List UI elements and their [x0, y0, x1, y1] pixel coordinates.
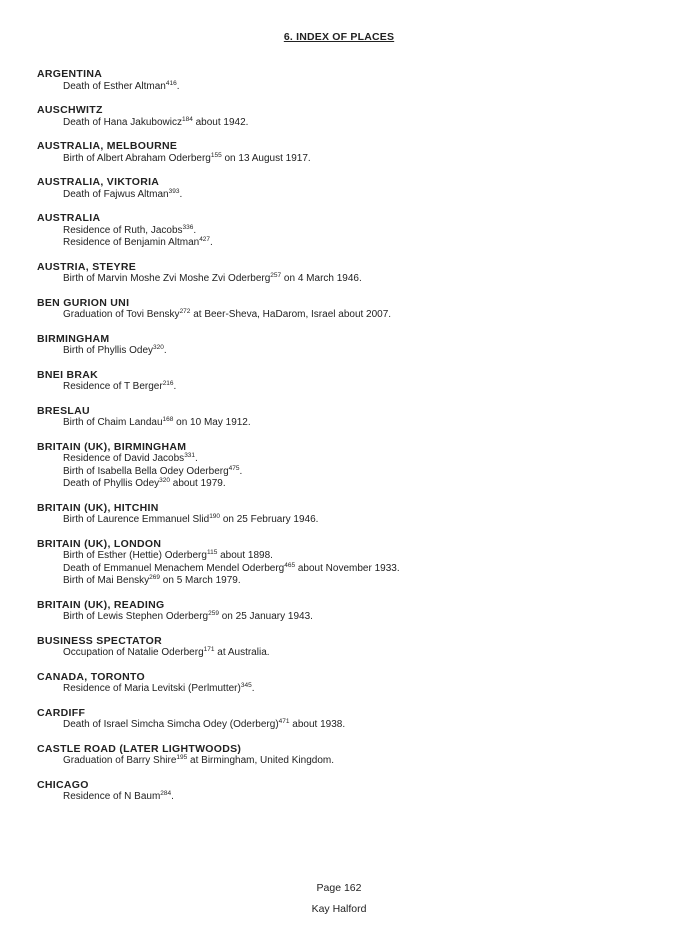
place-entry [37, 333, 657, 358]
place-event [37, 309, 657, 322]
event-detail: on 25 February 1946. [220, 514, 319, 525]
person-reference-number: 216 [162, 380, 174, 387]
place-event [37, 237, 657, 250]
person-reference-number: 475 [228, 464, 240, 472]
author-name: Kay Halford [311, 903, 367, 915]
event-text: Death of Emmanuel Menachem Mendel Oderberg [63, 562, 285, 574]
place-index-list [37, 68, 657, 815]
place-name: CASTLE ROAD (LATER LIGHTWOODS) [37, 742, 242, 755]
event-detail: about 1898. [217, 550, 273, 561]
place-name: CHICAGO [37, 778, 89, 791]
place-event [37, 453, 657, 466]
place-entry [37, 441, 657, 491]
event-detail: . [171, 791, 174, 802]
event-detail: on 10 May 1912. [173, 417, 251, 428]
place-event [37, 478, 657, 491]
event-detail: . [173, 381, 177, 392]
event-detail: at Birmingham, United Kingdom. [187, 755, 334, 766]
place-name: AUSCHWITZ [37, 104, 103, 116]
event-detail: . [195, 453, 198, 464]
person-reference-number: 168 [162, 416, 174, 423]
event-detail: on 5 March 1979. [160, 575, 241, 586]
event-detail: at Australia. [214, 647, 270, 658]
event-detail: . [251, 683, 255, 694]
place-entry [37, 599, 657, 624]
person-reference-number: 416 [165, 79, 177, 87]
place-event [37, 153, 657, 166]
event-text: Birth of Esther (Hettie) Oderberg [63, 550, 207, 561]
event-text: Death of Esther Altman [63, 80, 166, 92]
event-text: Residence of Maria Levitski (Perlmutter) [63, 683, 241, 694]
person-reference-number: 195 [176, 754, 188, 761]
place-event [37, 755, 657, 768]
person-reference-number: 320 [153, 344, 164, 351]
place-name: AUSTRIA, STEYRE [37, 260, 137, 273]
event-detail: about 1979. [170, 478, 226, 489]
place-event [37, 791, 657, 804]
page-title: 6. INDEX OF PLACES [283, 31, 395, 43]
place-name: BEN GURION UNI [37, 296, 130, 309]
person-reference-number: 471 [278, 718, 290, 725]
place-event [37, 611, 657, 624]
event-text: Residence of N Baum [63, 791, 161, 802]
person-reference-number: 331 [184, 452, 196, 459]
place-event [37, 647, 657, 660]
page-number: Page 162 [316, 882, 362, 894]
person-reference-number: 115 [206, 549, 218, 556]
person-reference-number: 155 [210, 151, 222, 159]
event-text: Death of Israel Simcha Simcha Odey (Oderberg) [63, 719, 279, 730]
place-event [37, 81, 657, 94]
person-reference-number: 393 [168, 187, 180, 195]
person-reference-number: 171 [203, 646, 215, 653]
event-detail: . [210, 237, 213, 248]
person-reference-number: 284 [160, 790, 172, 797]
event-text: Birth of Laurence Emmanuel Slid [63, 514, 210, 525]
place-name: BRITAIN (UK), READING [37, 598, 165, 611]
person-reference-number: 257 [270, 272, 282, 279]
event-detail: about 1942. [192, 116, 249, 128]
event-detail: . [239, 465, 243, 477]
place-event [37, 550, 657, 563]
event-text: Residence of T Berger [63, 381, 163, 392]
event-text: Occupation of Natalie Oderberg [63, 647, 204, 658]
place-event [37, 514, 657, 527]
event-detail: on 4 March 1946. [281, 273, 362, 284]
place-name: ARGENTINA [37, 68, 103, 80]
event-detail: at Beer-Sheva, HaDarom, Israel about 2007. [190, 309, 392, 320]
place-event [37, 563, 657, 576]
place-event [37, 345, 657, 358]
place-name: AUSTRALIA, MELBOURNE [37, 140, 178, 152]
person-reference-number: 184 [181, 115, 193, 123]
event-text: Birth of Albert Abraham Oderberg [63, 152, 211, 164]
person-reference-number: 427 [199, 236, 211, 243]
place-name: CANADA, TORONTO [37, 670, 145, 683]
place-entry [37, 176, 657, 201]
place-entry [37, 68, 657, 93]
person-reference-number: 269 [149, 574, 161, 581]
place-entry [37, 671, 657, 696]
event-text: Residence of David Jacobs [63, 453, 185, 464]
person-reference-number: 465 [284, 561, 296, 569]
place-name: BRITAIN (UK), BIRMINGHAM [37, 440, 187, 453]
event-detail: about November 1933. [295, 562, 400, 574]
event-text: Birth of Mai Bensky [63, 575, 150, 586]
person-reference-number: 272 [179, 308, 191, 315]
place-entry [37, 297, 657, 322]
place-entry [37, 538, 657, 588]
place-entry [37, 779, 657, 804]
event-text: Residence of Benjamin Altman [63, 237, 200, 248]
event-text: Death of Fajwus Altman [63, 188, 169, 200]
place-name: CARDIFF [37, 706, 86, 719]
place-event [37, 189, 657, 202]
event-text: Birth of Lewis Stephen Oderberg [63, 611, 209, 622]
event-detail: . [163, 345, 167, 356]
event-text: Birth of Chaim Landau [63, 417, 163, 428]
event-text: Death of Hana Jakubowicz [63, 116, 182, 128]
event-detail: on 13 August 1917. [221, 152, 311, 164]
event-detail: on 25 January 1943. [218, 611, 313, 622]
event-text: Birth of Isabella Bella Odey Oderberg [63, 465, 229, 477]
place-name: AUSTRALIA [37, 212, 101, 224]
place-entry [37, 212, 657, 250]
event-text: Residence of Ruth, Jacobs [63, 224, 183, 236]
place-event [37, 381, 657, 394]
person-reference-number: 320 [159, 477, 171, 484]
person-reference-number: 336 [182, 223, 194, 231]
place-entry [37, 743, 657, 768]
place-entry [37, 104, 657, 129]
place-name: BIRMINGHAM [37, 332, 110, 345]
place-name: AUSTRALIA, VIKTORIA [37, 176, 160, 188]
event-detail: . [176, 80, 180, 92]
place-entry [37, 635, 657, 660]
place-entry [37, 707, 657, 732]
place-entry [37, 502, 657, 527]
place-entry [37, 369, 657, 394]
place-event [37, 575, 657, 588]
person-reference-number: 190 [209, 513, 221, 520]
place-event [37, 417, 657, 430]
person-reference-number: 259 [208, 610, 219, 617]
place-event [37, 117, 657, 130]
person-reference-number: 345 [240, 682, 252, 689]
place-event [37, 719, 657, 732]
place-event [37, 273, 657, 286]
place-name: BRITAIN (UK), LONDON [37, 537, 162, 550]
place-event [37, 225, 657, 238]
event-text: Graduation of Tovi Bensky [63, 309, 180, 320]
place-name: BRITAIN (UK), HITCHIN [37, 501, 159, 514]
place-event [37, 683, 657, 696]
place-name: BNEI BRAK [37, 368, 99, 381]
event-detail: . [193, 224, 197, 236]
event-text: Birth of Phyllis Odey [63, 345, 154, 356]
place-name: BUSINESS SPECTATOR [37, 634, 163, 647]
event-text: Death of Phyllis Odey [63, 478, 160, 489]
event-detail: about 1938. [289, 719, 346, 730]
event-text: Birth of Marvin Moshe Zvi Moshe Zvi Oderberg [63, 273, 271, 284]
place-entry [37, 140, 657, 165]
place-event [37, 466, 657, 479]
place-entry [37, 405, 657, 430]
place-entry [37, 261, 657, 286]
place-name: BRESLAU [37, 404, 90, 417]
event-detail: . [179, 188, 183, 200]
event-text: Graduation of Barry Shire [63, 755, 177, 766]
